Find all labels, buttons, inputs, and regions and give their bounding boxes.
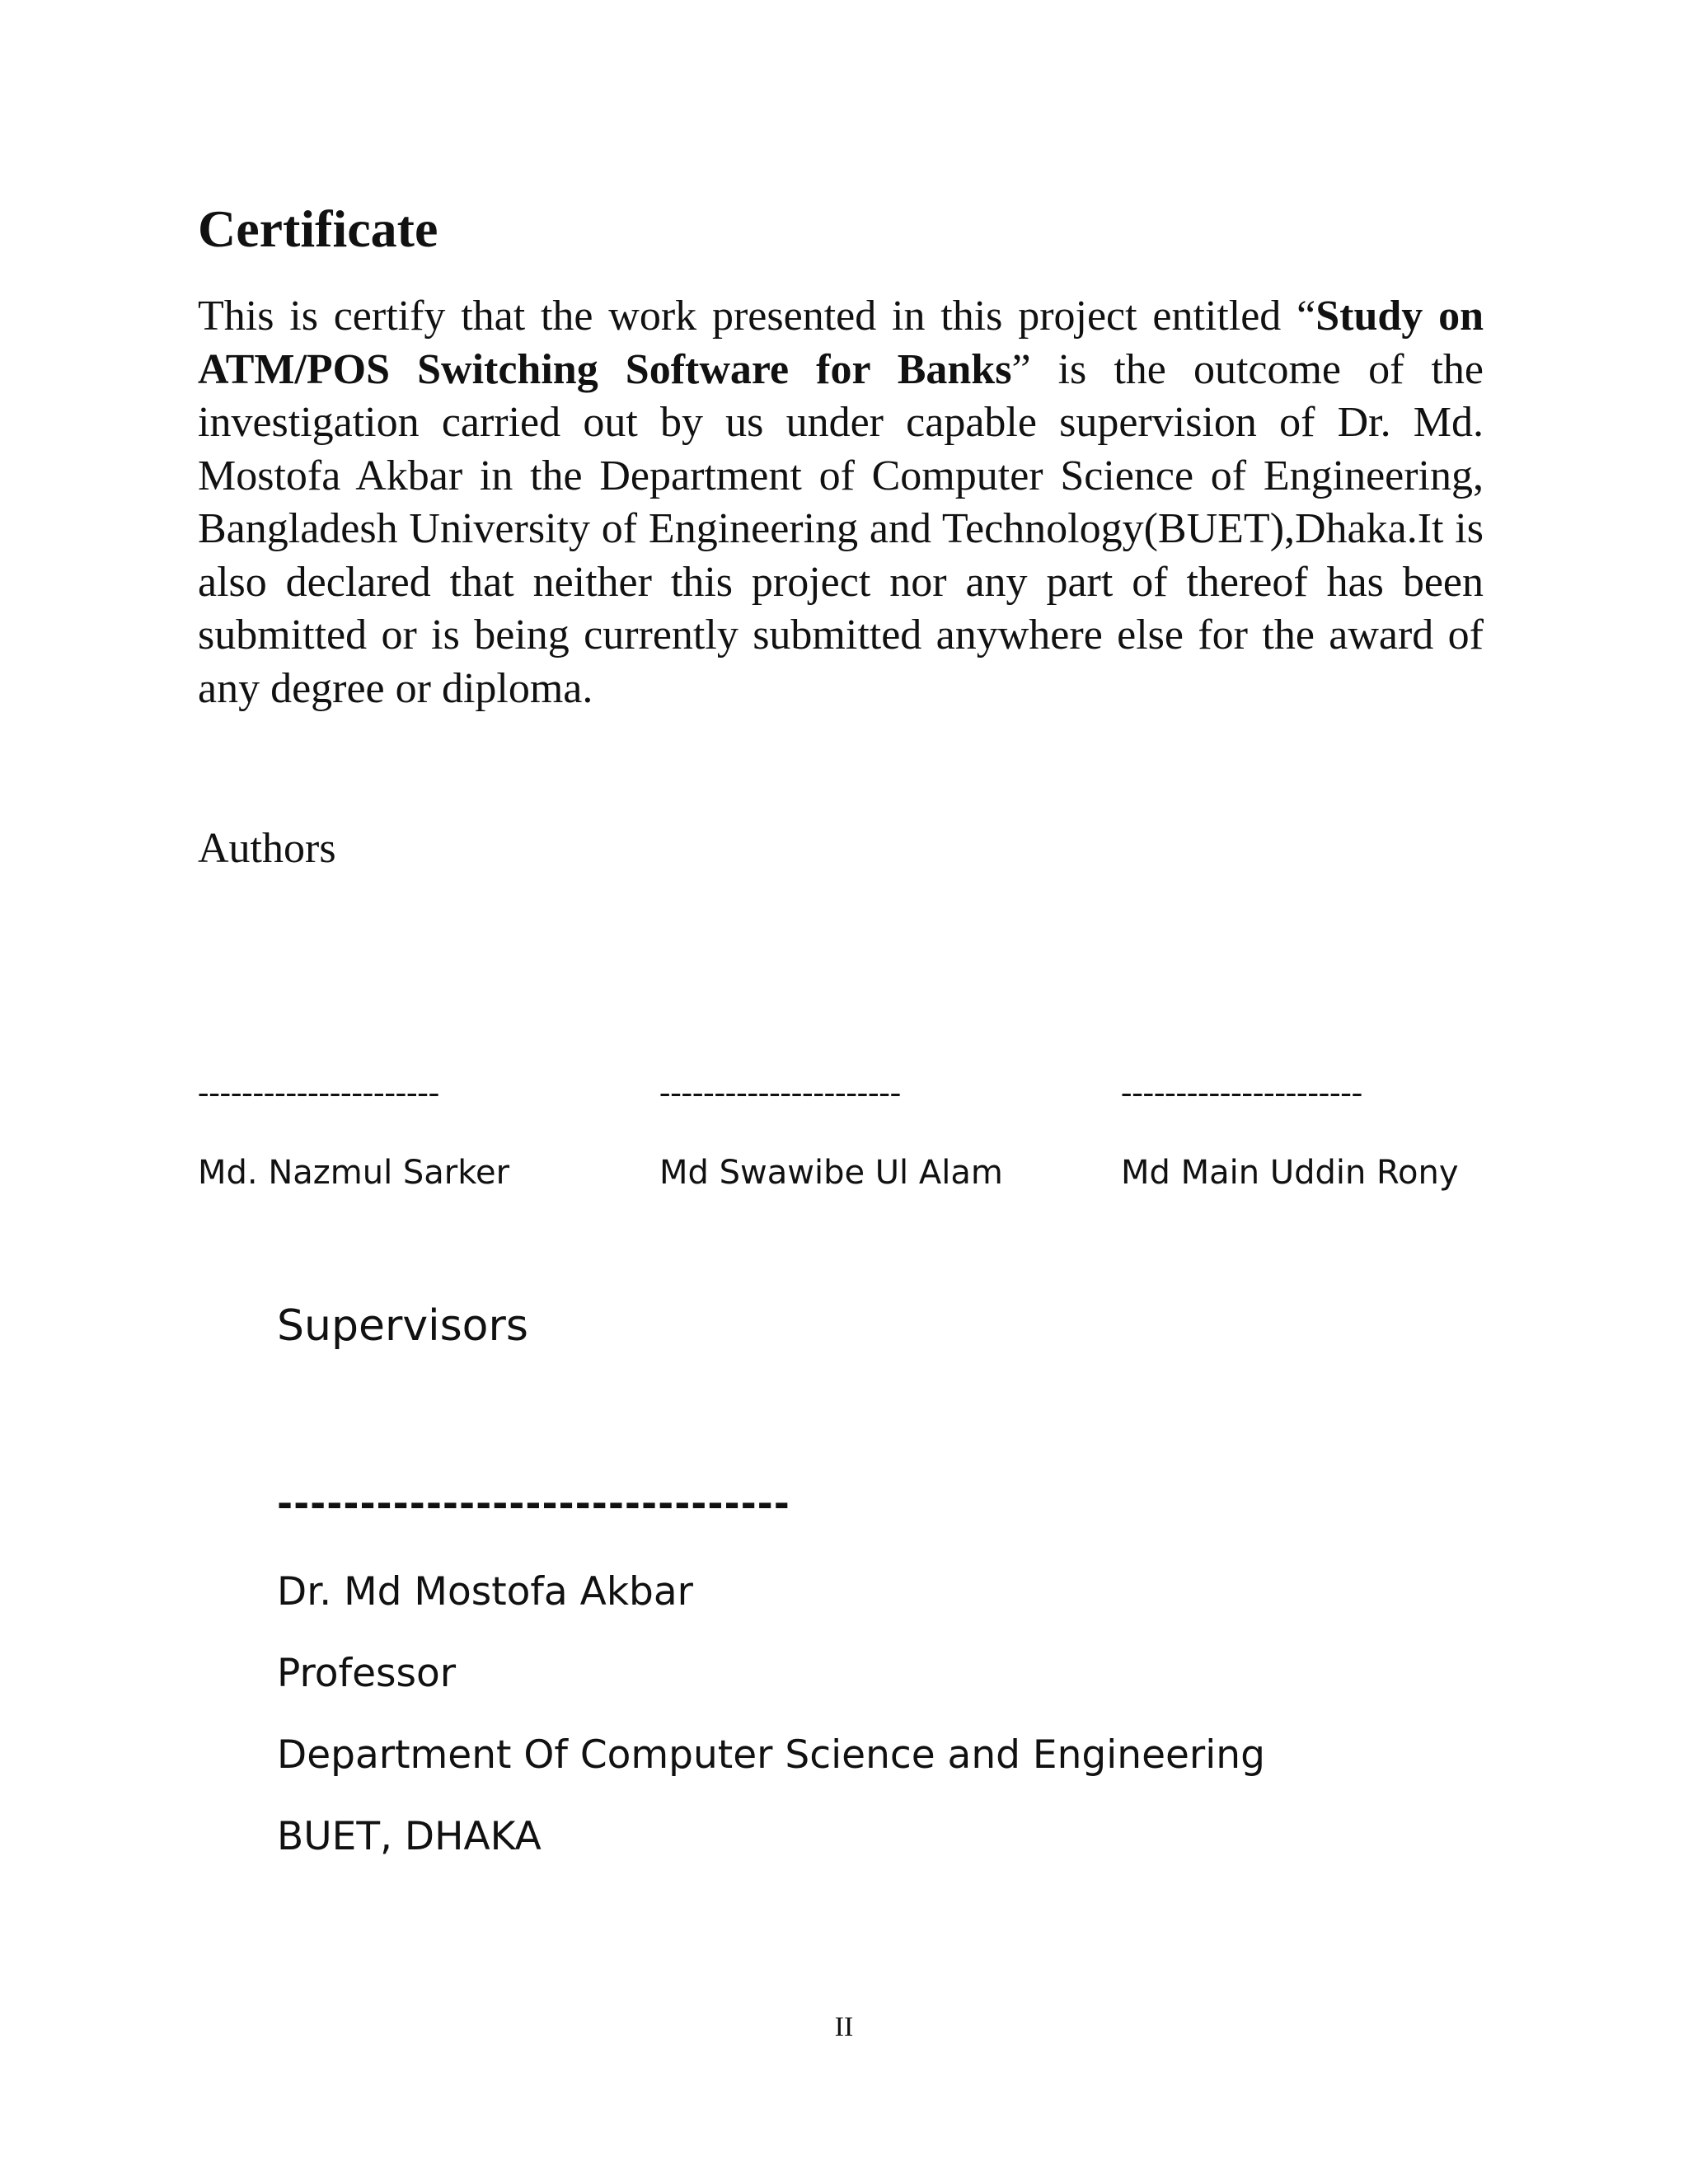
- supervisor-signature-block: [277, 1479, 1265, 1877]
- project-title: Study on ATM/POS Switching Software for Banks: [198, 293, 1484, 393]
- signature-line: ----------------------: [1121, 1073, 1363, 1110]
- page-title: Certificate: [198, 199, 438, 258]
- author-name: Md. Nazmul Sarker: [198, 1154, 510, 1192]
- page-number: II: [834, 2012, 854, 2042]
- author-signature-block: [1121, 1071, 1550, 1195]
- author-signature-block: [198, 1071, 626, 1195]
- author-name: Md Main Uddin Rony: [1121, 1154, 1459, 1192]
- author-name: Md Swawibe Ul Alam: [659, 1154, 1003, 1192]
- supervisor-institution: BUET, DHAKA: [277, 1814, 542, 1859]
- signature-line: -------------------------------: [277, 1481, 790, 1526]
- supervisor-department: Department Of Computer Science and Engineering: [277, 1732, 1265, 1778]
- signature-line: ----------------------: [659, 1073, 902, 1110]
- author-signature-block: [659, 1071, 1088, 1195]
- certificate-statement: [198, 290, 1484, 715]
- supervisors-heading: Supervisors: [277, 1301, 528, 1351]
- statement-rest: ” is the outcome of the investigation carried out by us under capable supervision of Dr. Md. Mostofa Akbar in the Department of Computer Science of Engineering, Bangladesh University of Engineering and Technology(BUET),Dhaka.It is also declared that neither this project nor any part of thereof has been submitted or is being currently submitted anywhere else for the award of any degree or diploma.: [198, 345, 1484, 712]
- supervisor-designation: Professor: [277, 1651, 457, 1696]
- statement-intro: This is certify that the work presented in this project entitled “: [198, 293, 1316, 340]
- supervisor-name: Dr. Md Mostofa Akbar: [277, 1569, 693, 1615]
- authors-heading: Authors: [198, 825, 336, 872]
- signature-line: ----------------------: [198, 1073, 440, 1110]
